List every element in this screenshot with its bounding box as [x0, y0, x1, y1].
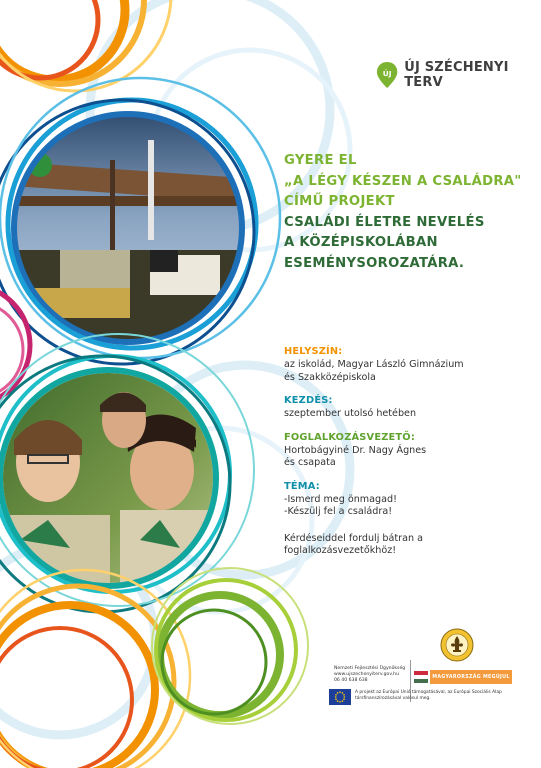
location-block [284, 345, 534, 384]
topic-item: -Készülj fel a családra! [284, 506, 393, 517]
start-label: KEZDÉS: [284, 395, 333, 406]
nfu-name: Nemzeti Fejlesztési Ügynökség [334, 666, 406, 671]
nfu-info [334, 666, 405, 684]
leader-block [284, 431, 534, 470]
topic-item: -Ismerd meg önmagad! [284, 493, 397, 505]
headline-line: CÍMŰ PROJEKT [284, 194, 395, 209]
svg-text:ÚJ: ÚJ [382, 68, 392, 78]
logo-brand-text: ÚJ SZÉCHENYI TERV [404, 60, 509, 90]
closing-line: foglalkozásvezetőkhöz! [284, 545, 397, 556]
leader-label: FOGLALKOZÁSVEZETŐ: [284, 431, 415, 443]
closing-line: Kérdéseiddel fordulj bátran a [284, 532, 423, 544]
eu-note-line: A projekt az Európai Unió támogatásával, az Európai Szociális Alap [355, 690, 502, 695]
location-label: HELYSZÍN: [284, 346, 343, 357]
headline-line: A KÖZÉPISKOLÁBAN [284, 235, 438, 250]
headline-line: „A LÉGY KÉSZEN A CSALÁDRA" [284, 173, 522, 189]
start-block [284, 394, 534, 421]
location-value: és Szakközépiskola [284, 371, 376, 383]
headline-line: ESEMÉNYSOROZATÁRA. [284, 255, 465, 271]
leader-value: és csapata [284, 457, 336, 468]
location-value: az iskolád, Magyar László Gimnázium [284, 359, 464, 370]
event-details [284, 345, 534, 558]
headline [284, 151, 534, 274]
szechenyi-terv-logo [376, 60, 541, 90]
hungary-renewal-badge: MAGYARORSZÁG MEGÚJUL [430, 670, 512, 684]
eu-flag-icon [329, 689, 351, 705]
topic-label: TÉMA: [284, 480, 320, 492]
eu-note-line: társfinanszírozásával valósul meg. [355, 695, 431, 701]
sponsor-footer [330, 620, 530, 720]
map-pin-icon [376, 60, 398, 90]
headline-line: GYERE EL [284, 153, 357, 168]
headline-line: CSALÁDI ÉLETRE NEVELÉS [284, 214, 485, 230]
hungarian-flag-icon [414, 671, 428, 683]
fleur-de-lis-icon [440, 628, 474, 662]
nfu-phone: 06 40 638 638 [334, 678, 368, 683]
eu-funding-note [355, 690, 502, 701]
topic-block [284, 480, 534, 519]
leader-value: Hortobágyiné Dr. Nagy Ágnes [284, 444, 427, 456]
start-value: szeptember utolsó hetében [284, 408, 417, 419]
nfu-url: www.ujszechenyiterv.gov.hu [334, 672, 400, 677]
closing-text [284, 533, 534, 558]
